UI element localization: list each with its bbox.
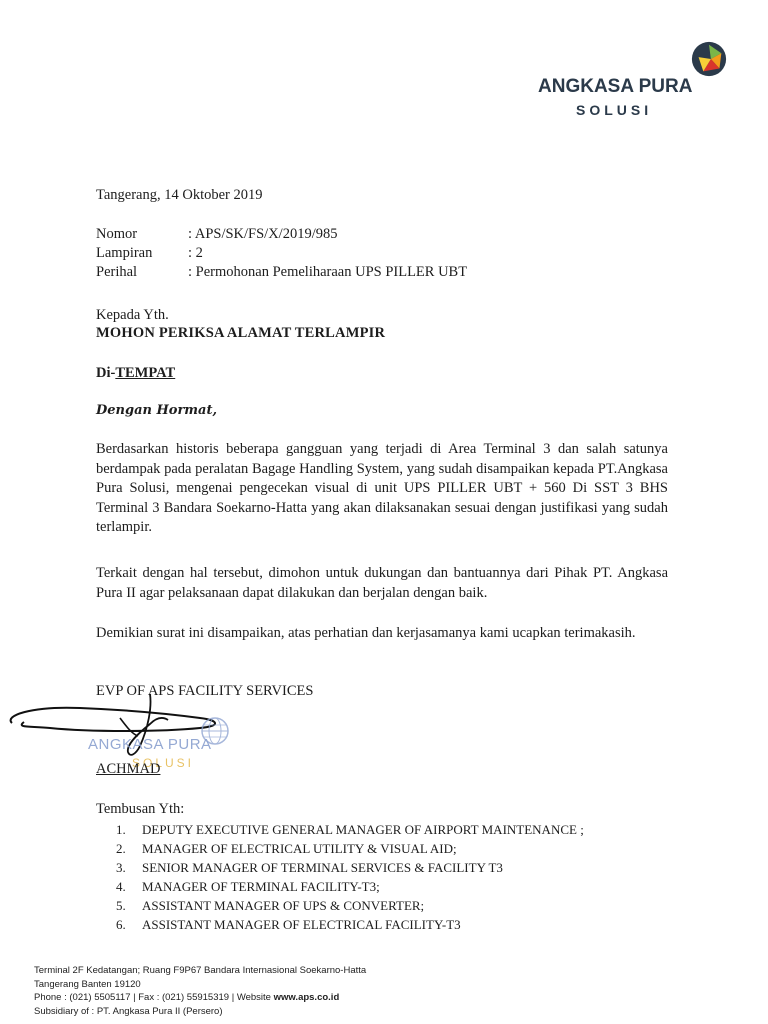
- list-item: [116, 839, 584, 858]
- cc-title: Tembusan Yth:: [96, 801, 185, 817]
- recipient: MOHON PERIKSA ALAMAT TERLAMPIR: [96, 325, 386, 341]
- place-prefix: Di-: [96, 365, 116, 381]
- footer-phone: Phone : (021) 5505117 | Fax : (021) 55915319 | Website: [34, 992, 274, 1003]
- list-item: [116, 877, 584, 896]
- letter-meta: [96, 226, 467, 283]
- meta-label: Nomor: [96, 226, 138, 242]
- cc-number: 4.: [116, 879, 126, 894]
- to-label: Kepada Yth.: [96, 307, 169, 323]
- meta-value: : Permohonan Pemeliharaan UPS PILLER UBT: [188, 264, 468, 280]
- cc-text: ASSISTANT MANAGER OF ELECTRICAL FACILITY-T3: [142, 917, 461, 932]
- footer-website-link[interactable]: www.aps.co.id: [273, 992, 340, 1003]
- meta-row-number: [96, 226, 467, 245]
- cc-text: MANAGER OF ELECTRICAL UTILITY & VISUAL AID;: [142, 841, 457, 856]
- footer-contact: [34, 991, 366, 1005]
- cc-text: DEPUTY EXECUTIVE GENERAL MANAGER OF AIRPORT MAINTENANCE ;: [142, 822, 584, 837]
- cc-number: 1.: [116, 822, 126, 837]
- meta-row-subject: [96, 264, 467, 283]
- signer-name: ACHMAD: [96, 761, 161, 777]
- salutation: Dengan Hormat,: [96, 403, 217, 418]
- cc-number: 5.: [116, 898, 126, 913]
- logo-name: ANGKASA PURA: [538, 76, 693, 97]
- cc-number: 3.: [116, 860, 126, 875]
- meta-value: : 2: [188, 245, 203, 261]
- list-item: [116, 820, 584, 839]
- cc-text: MANAGER OF TERMINAL FACILITY-T3;: [142, 879, 380, 894]
- logo-mark-icon: [690, 40, 728, 78]
- letter-date: Tangerang, 14 Oktober 2019: [96, 187, 263, 203]
- signer-title: EVP OF APS FACILITY SERVICES: [96, 683, 314, 699]
- letter-footer: [34, 964, 366, 1018]
- list-item: [116, 896, 584, 915]
- cc-list: [116, 820, 584, 934]
- body-paragraph: Berdasarkan historis beberapa gangguan yang terjadi di Area Terminal 3 dan salah satunya berdampak pada peralatan Bagage Handling System, yang sudah disampaikan kepada PT.Angkasa Pura Solusi, mengenai pengecekan visual di unit UPS PILLER UBT + 560 Di SST 3 BHS Terminal 3 Bandara Soekarno-Hatta yang akan dilaksanakan sesuai dengan justifikasi yang sudah terlampir.: [96, 441, 668, 535]
- list-item: [116, 858, 584, 877]
- logo-subname: SOLUSI: [576, 102, 653, 118]
- company-logo: [530, 40, 730, 120]
- body-paragraph: Demikian surat ini disampaikan, atas perhatian dan kerjasamanya kami ucapkan terimakasih.: [96, 625, 636, 641]
- meta-value: : APS/SK/FS/X/2019/985: [188, 226, 338, 242]
- body-paragraph: Terkait dengan hal tersebut, dimohon untuk dukungan dan bantuannya dari Pihak PT. Angkasa Pura II agar pelaksanaan dapat dilakukan dan berjalan dengan baik.: [96, 565, 668, 601]
- meta-label: Perihal: [96, 264, 138, 280]
- cc-text: ASSISTANT MANAGER OF UPS & CONVERTER;: [142, 898, 425, 913]
- recipient-place: [96, 364, 175, 382]
- cc-number: 6.: [116, 917, 126, 932]
- meta-label: Lampiran: [96, 245, 153, 261]
- footer-subsidiary: Subsidiary of : PT. Angkasa Pura II (Persero): [34, 1005, 223, 1017]
- footer-address: Terminal 2F Kedatangan; Ruang F9P67 Bandara Internasional Soekarno-Hatta: [34, 965, 367, 976]
- list-item: [116, 915, 584, 934]
- company-stamp-sub: SOLUSI: [132, 756, 195, 770]
- place-name: TEMPAT: [115, 365, 176, 381]
- cc-text: SENIOR MANAGER OF TERMINAL SERVICES & FACILITY T3: [142, 860, 503, 875]
- cc-number: 2.: [116, 841, 126, 856]
- footer-city: Tangerang Banten 19120: [34, 978, 141, 990]
- meta-row-attachment: [96, 245, 467, 264]
- company-stamp: ANGKASA PURA: [88, 736, 212, 753]
